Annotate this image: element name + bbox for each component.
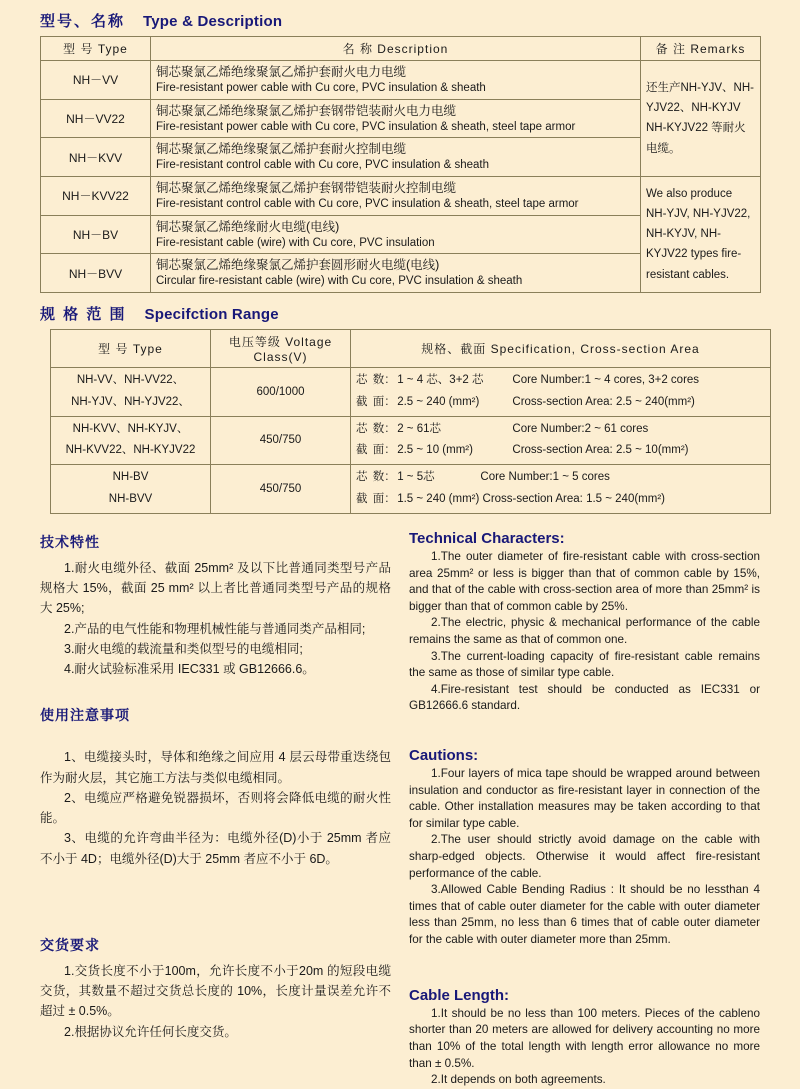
core-number-row — [356, 370, 765, 392]
cell-specification — [351, 465, 771, 514]
core-number-label: 芯 数: — [356, 373, 390, 386]
core-number-label: 芯 数: — [356, 422, 390, 435]
cell-voltage-class: 600/1000 — [211, 367, 351, 416]
section-heading-cn: 型号、名称 — [40, 13, 126, 30]
cell-type: NH－KVV — [41, 138, 151, 177]
cross-section-value: 2.5 ~ 10 (mm²) — [397, 444, 473, 457]
cross-section-en: Cross-section Area: 1.5 ~ 240(mm²) — [482, 493, 665, 506]
delivery-item-cn-1: 1.交货长度不小于100m，允许长度不小于20m 的短段电缆交货，其数量不超过交货总长度的 10%，长度计量误差允许不超过 ± 0.5%。 — [40, 963, 391, 1019]
type-description-table — [40, 36, 761, 293]
cross-section-label: 截 面: — [356, 395, 390, 408]
core-number-en: Core Number:1 ~ 4 cores, 3+2 cores — [512, 373, 700, 386]
section-heading-en: Type & Description — [143, 13, 283, 30]
description-cn: 铜芯聚氯乙烯绝缘聚氯乙烯护套圆形耐火电缆(电线) — [156, 258, 440, 273]
cautions-item-cn-1: 1、电缆接头时，导体和绝缘之间应用 4 层云母带重迭绕包作为耐火层，其它施工方法与类似电缆相同。 — [40, 750, 391, 785]
cross-section-en: Cross-section Area: 2.5 ~ 10(mm²) — [512, 444, 689, 457]
column-header-voltage-class: 电压等级 Voltage Class(V) — [211, 329, 351, 367]
core-number-row — [356, 419, 765, 441]
description-en: Fire-resistant control cable with Cu core, PVC insulation & sheath — [156, 159, 490, 172]
column-header-type: 型 号 Type — [41, 37, 151, 61]
table-row — [51, 367, 771, 416]
cell-type: NH－KVV22 — [41, 176, 151, 215]
description-cn: 铜芯聚氯乙烯绝缘聚氯乙烯护套耐火控制电缆 — [156, 142, 407, 157]
core-number-row — [356, 467, 765, 489]
cross-section-en: Cross-section Area: 2.5 ~ 240(mm²) — [512, 395, 695, 408]
description-en: Fire-resistant power cable with Cu core, PVC insulation & sheath, steel tape armor — [156, 120, 576, 133]
type-line-1: NH-KVV、NH-KYJV、 — [72, 422, 189, 435]
cautions-item-cn-2: 2、电缆应严格避免锐器损坏，否则将会降低电缆的耐火性能。 — [40, 790, 391, 826]
cross-section-value: 1.5 ~ 240 (mm²) — [397, 493, 480, 506]
cell-description — [151, 254, 641, 293]
cautions-title-cn: 使用注意事项 — [40, 707, 130, 724]
description-cn: 铜芯聚氯乙烯绝缘聚氯乙烯护套耐火电力电缆 — [156, 65, 407, 79]
cautions-item-en-1: 1.Four layers of mica tape should be wrapped around between insulation and conductor as fire-resistant layer in connection of the cable. Other installation measures may be taken according to that for similar type cable. — [409, 767, 760, 830]
cell-voltage-class: 450/750 — [211, 465, 351, 514]
cell-type — [51, 416, 211, 465]
type-line-1: NH-VV、NH-VV22、 — [76, 373, 185, 386]
core-number-value: 2 ~ 61芯 — [397, 422, 441, 435]
description-en: Fire-resistant cable (wire) with Cu core, PVC insulation — [156, 236, 435, 249]
table-row — [41, 61, 761, 100]
cell-description — [151, 99, 641, 138]
column-header-remarks: 备 注 Remarks — [641, 37, 761, 61]
cross-section-row — [356, 440, 765, 462]
technical-item-cn-3: 3.耐火电缆的载流量和类似型号的电缆相同; — [64, 641, 303, 656]
cell-description — [151, 176, 641, 215]
cautions-item-en-2: 2.The user should strictly avoid damage on the cable with sharp-edged objects. Otherwise it would affect fire-resistant performance of the cable. — [409, 833, 760, 880]
type-line-1: NH-BV — [112, 471, 149, 484]
cell-type: NH－BV — [41, 215, 151, 254]
technical-item-en-2: 2.The electric, physic & mechanical performance of the cable remains the same as that of common one. — [409, 616, 760, 646]
cautions-item-cn-3: 3、电缆的允许弯曲半径为：电缆外径(D)小于 25mm 者应不小于 4D；电缆外径(D)大于 25mm 者应不小于 6D。 — [40, 831, 391, 866]
technical-item-en-4: 4.Fire-resistant test should be conducted as IEC331 or GB12666.6 standard. — [409, 682, 760, 713]
cell-voltage-class: 450/750 — [211, 416, 351, 465]
cell-description — [151, 215, 641, 254]
cell-specification — [351, 416, 771, 465]
description-en: Fire-resistant control cable with Cu core, PVC insulation & sheath, steel tape armor — [156, 198, 579, 211]
technical-item-cn-2: 2.产品的电气性能和物理机械性能与普通同类产品相同; — [64, 621, 366, 636]
core-number-en: Core Number:2 ~ 61 cores — [512, 422, 649, 435]
delivery-title-en: Cable Length: — [409, 986, 509, 1004]
cautions-item-en-3: 3.Allowed Cable Bending Radius : It should be no lessthan 4 times that of cable outer diameter for the cable with outer diameter less than 25mm, no less than 6 times that of cable outer diameter for the cable with outer diameter more than 25mm. — [409, 883, 760, 947]
column-header-description: 名 称 Description — [151, 37, 641, 61]
remarks-en-text: We also produce NH-YJV, NH-YJV22, NH-KYJV, NH-KYJV22 types fire-resistant cables. — [646, 188, 751, 281]
cell-type: NH－VV22 — [41, 99, 151, 138]
technical-item-en-3: 3.The current-loading capacity of fire-resistant cable remains the same as those of similar type cable. — [409, 649, 760, 680]
cell-description — [151, 61, 641, 100]
description-en: Circular fire-resistant cable (wire) with Cu core, PVC insulation & sheath — [156, 275, 523, 288]
cell-type — [51, 465, 211, 514]
two-column-body — [40, 522, 760, 1089]
cautions-title-en: Cautions: — [409, 747, 479, 764]
core-number-label: 芯 数: — [356, 471, 390, 484]
section-heading-type-description — [40, 0, 760, 36]
cell-remarks-cn — [641, 61, 761, 177]
cross-section-row — [356, 489, 765, 511]
cell-type: NH－VV — [41, 61, 151, 100]
cell-description — [151, 138, 641, 177]
type-line-2: NH-BVV — [108, 493, 153, 506]
cell-remarks-en — [641, 176, 761, 292]
column-chinese — [40, 522, 391, 1089]
table-header-row — [41, 37, 761, 61]
type-line-2: NH-KVV22、NH-KYJV22 — [65, 444, 196, 457]
description-cn: 铜芯聚氯乙烯绝缘聚氯乙烯护套钢带铠装耐火控制电缆 — [156, 180, 457, 195]
technical-characters-title-cn: 技术特性 — [40, 533, 100, 550]
delivery-item-en-2: 2.It depends on both agreements. — [431, 1073, 606, 1087]
description-en: Fire-resistant power cable with Cu core, PVC insulation & sheath — [156, 82, 486, 95]
cell-type — [51, 367, 211, 416]
table-row — [41, 176, 761, 215]
cell-specification — [351, 367, 771, 416]
technical-item-cn-4: 4.耐火试验标准采用 IEC331 或 GB12666.6。 — [64, 662, 315, 677]
remarks-cn-text: 还生产NH-YJV、NH-YJV22、NH-KYJV NH-KYJV22 等耐火电缆。 — [646, 82, 754, 155]
type-line-2: NH-YJV、NH-YJV22、 — [71, 395, 190, 408]
section-heading-spec-range — [40, 293, 760, 329]
column-header-type: 型 号 Type — [51, 329, 211, 367]
delivery-title-cn: 交货要求 — [40, 936, 100, 953]
delivery-item-cn-2: 2.根据协议允许任何长度交货。 — [64, 1024, 237, 1039]
table-row — [51, 416, 771, 465]
column-header-specification: 规格、截面 Specification, Cross-section Area — [351, 329, 771, 367]
cross-section-value: 2.5 ~ 240 (mm²) — [397, 395, 480, 408]
cross-section-label: 截 面: — [356, 493, 390, 506]
core-number-value: 1 ~ 4 芯、3+2 芯 — [397, 373, 484, 386]
cross-section-row — [356, 392, 765, 414]
column-english — [409, 522, 760, 1089]
core-number-value: 1 ~ 5芯 — [397, 471, 435, 484]
core-number-en: Core Number:1 ~ 5 cores — [480, 471, 610, 484]
delivery-item-en-1: 1.It should be no less than 100 meters. Pieces of the cableno shorter than 20 meters are allowed for delivery accounting no more than 10% of the total length with length error allowance no more than ± 0.5%. — [409, 1006, 760, 1070]
table-row — [51, 465, 771, 514]
section-heading-en: Specifction Range — [144, 305, 279, 323]
technical-item-cn-1: 1.耐火电缆外径、截面 25mm² 及以下比普通同类型号产品规格大 15%，截面 25 mm² 以上者比普通同类型号产品的规格大 25%; — [40, 560, 391, 616]
specification-range-table — [50, 329, 771, 514]
technical-characters-title-en: Technical Characters: — [409, 529, 565, 547]
technical-item-en-1: 1.The outer diameter of fire-resistant cable with cross-section area 25mm² or less is bigger than that of common cable by 15%, and that of the cable with cross-section area of more than 25mm² is bigger than that of common cable by 25%. — [409, 549, 760, 613]
table-header-row — [51, 329, 771, 367]
description-cn: 铜芯聚氯乙烯绝缘耐火电缆(电线) — [156, 219, 340, 234]
cell-type: NH－BVV — [41, 254, 151, 293]
section-heading-cn: 规 格 范 围 — [40, 305, 127, 323]
description-cn: 铜芯聚氯乙烯绝缘聚氯乙烯护套钢带铠装耐火电力电缆 — [156, 103, 457, 118]
cross-section-label: 截 面: — [356, 444, 390, 457]
